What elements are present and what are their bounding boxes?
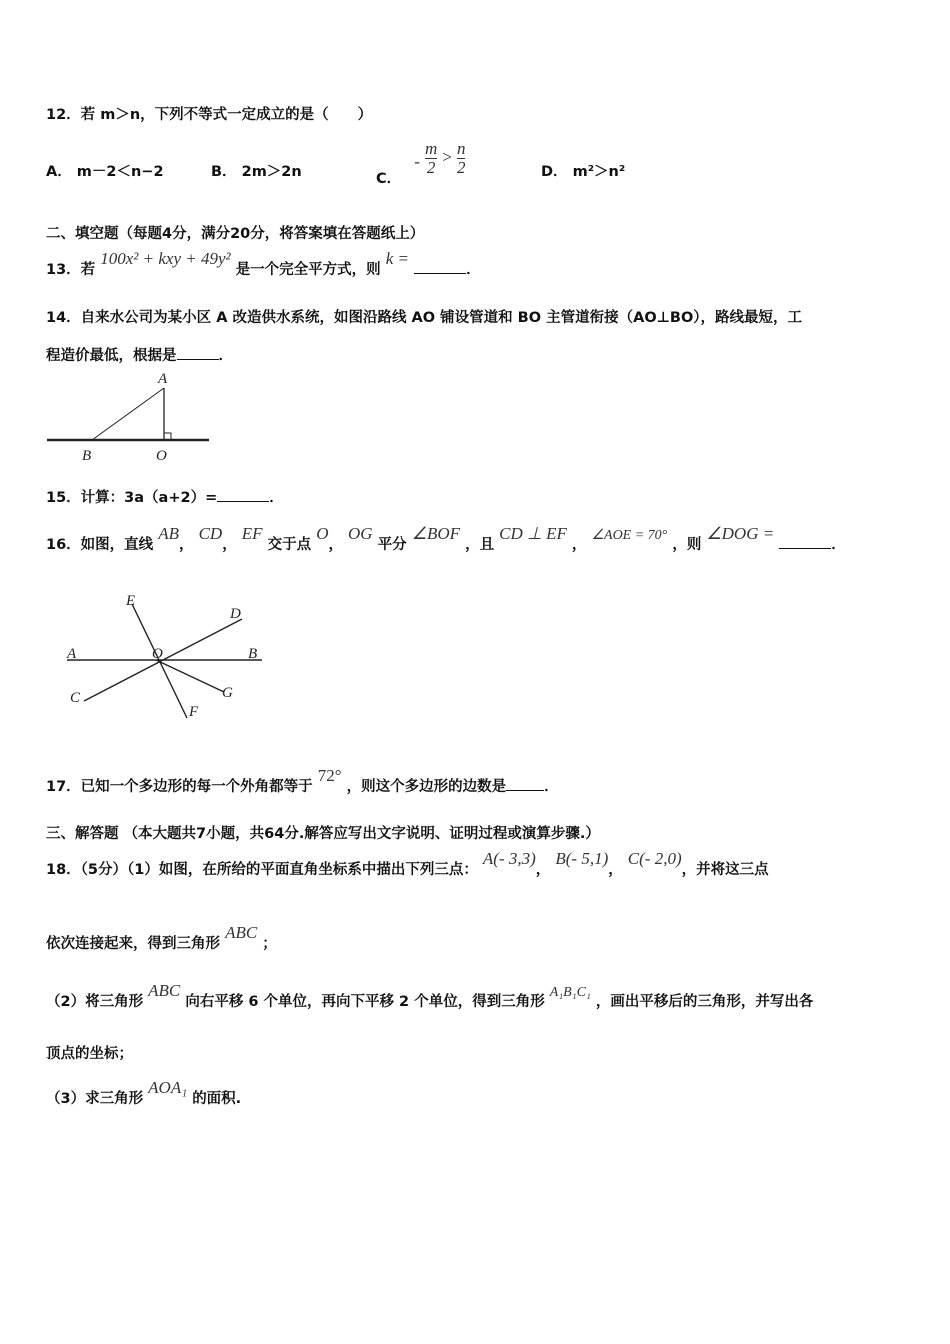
q16-aoe: ∠AOE = 70° [591, 528, 668, 543]
q12-option-b: B． 2m＞2n [211, 164, 302, 180]
q14-label-b: B [82, 448, 92, 464]
q16-suffix: ． [831, 537, 846, 553]
q18-sep-1: ， [535, 862, 551, 878]
frac2-den: 2 [456, 158, 466, 177]
q16-perp: CD ⊥ EF [499, 524, 567, 543]
q16-sep-4: ， [571, 537, 587, 553]
q16-cd: CD [198, 524, 223, 543]
q18-point-b: B(- 5,1) [555, 849, 609, 868]
q18-line2-prefix: 依次连接起来，得到三角形 [46, 936, 220, 952]
q13-answer-blank[interactable] [414, 261, 466, 274]
q16-og: OG [348, 524, 373, 543]
q16-t1: 交于点 [267, 537, 312, 553]
q16-prefix: 16．如图，直线 [46, 537, 154, 553]
q16-label-o: O [152, 646, 163, 662]
q16-answer-blank[interactable] [779, 536, 831, 549]
q16-figure [62, 590, 272, 725]
q16-ab: AB [158, 524, 180, 543]
q16-dog: ∠DOG = [706, 524, 775, 543]
q15 [46, 486, 910, 507]
q12-option-c-label: C． [376, 170, 402, 187]
q16-label-b: B [248, 646, 258, 662]
q17-middle: ，则这个多边形的边数是 [346, 779, 507, 795]
q15-text: 15．计算：3a（a+2）= [46, 490, 218, 506]
q12-option-c-gt: > [442, 147, 452, 167]
q12-option-c-minus: - [414, 151, 420, 171]
q14-line2-text: 程造价最低，根据是 [46, 348, 177, 364]
q17-prefix: 17．已知一个多边形的每一个外角都等于 [46, 779, 313, 795]
q16-label-c: C [70, 690, 81, 706]
q18-p3-tail: 的面积. [192, 1091, 242, 1107]
q17 [46, 766, 910, 796]
q18-line1 [46, 849, 910, 879]
section2-heading: 二、填空题（每题4分，满分20分，将答案填在答题纸上） [46, 226, 425, 242]
q18-p2-mid: 向右平移 6 个单位，再向下平移 2 个单位，得到三角形 [185, 994, 545, 1010]
q12-options [46, 139, 910, 190]
q18-p2-prefix: （2）将三角形 [46, 994, 144, 1010]
q12-option-a: A． m－2＜n−2 [46, 164, 164, 180]
q16-label-a: A [67, 646, 77, 662]
q16-o: O [316, 524, 329, 543]
q14-line1: 14．自来水公司为某小区 A 改造供水系统，如图沿路线 AO 铺设管道和 BO 主管道衔接（AO⊥BO），路线最短，工 [46, 310, 803, 326]
q16-bof: ∠BOF [411, 524, 461, 543]
q18-point-a: A(- 3,3) [482, 849, 536, 868]
q18-p2-abc: ABC [148, 981, 181, 1000]
q14-suffix: ． [218, 348, 233, 364]
q16-label-f: F [189, 704, 199, 720]
q18-part3 [46, 1078, 910, 1108]
q16-sep-3: ， [328, 537, 343, 553]
q18-p3-prefix: （3）求三角形 [46, 1091, 144, 1107]
q16-sep-2: ， [222, 537, 237, 553]
section3-heading: 三、解答题 （本大题共7小题，共64分.解答应写出文字说明、证明过程或演算步骤.） [46, 826, 600, 842]
q18-tail: ，并将这三点 [681, 862, 769, 878]
q12-option-c-frac1 [425, 140, 437, 177]
q16-t3: ，且 [465, 537, 495, 553]
q13-suffix: ． [466, 262, 481, 278]
q18-p2-tail: ，画出平移后的三角形，并写出各 [595, 994, 814, 1010]
q13 [46, 249, 910, 279]
q14-line-ab [92, 388, 164, 440]
q17-angle: 72° [317, 766, 342, 785]
q12-option-c [376, 139, 466, 187]
q18-line2 [46, 923, 910, 953]
q15-suffix: ． [269, 490, 284, 506]
q13-middle: 是一个完全平方式，则 [235, 262, 381, 278]
q14-label-a: A [158, 371, 168, 387]
q12-option-c-frac2 [457, 140, 466, 177]
q14-label-o: O [156, 448, 167, 464]
q12-option-d: D． m²＞n² [541, 164, 626, 180]
q13-k: k = [385, 249, 410, 268]
q18-semi: ； [262, 936, 277, 952]
q16-label-d: D [230, 606, 241, 622]
frac1-den: 2 [426, 158, 436, 177]
q18-part2 [46, 981, 910, 1011]
q18-abc: ABC [225, 923, 258, 942]
frac1-num: m [424, 139, 438, 158]
q18-prefix: 18．（5分）（1）如图，在所给的平面直角坐标系中描出下列三点： [46, 862, 478, 878]
q13-prefix: 13．若 [46, 262, 96, 278]
q16-ef: EF [241, 524, 263, 543]
q18-aoa1: AOA₁ [148, 1078, 188, 1097]
q12-stem: 12．若 m＞n，下列不等式一定成立的是（ ） [46, 107, 373, 123]
frac2-num: n [456, 139, 466, 158]
q14-figure [44, 370, 214, 470]
q16-sep-1: ， [179, 537, 194, 553]
q18-sep-2: ， [608, 862, 623, 878]
q16 [46, 524, 910, 554]
q14-line2 [46, 344, 910, 365]
q18-a1b1c1: A₁B₁C₁ [549, 985, 591, 1000]
q17-answer-blank[interactable] [506, 778, 544, 791]
q16-t4: ，则 [672, 537, 702, 553]
q18-point-c: C(- 2,0) [627, 849, 682, 868]
q13-expression: 100x² + kxy + 49y² [100, 249, 231, 268]
q18-part2-line2: 顶点的坐标； [46, 1046, 133, 1062]
q16-label-e: E [126, 593, 136, 609]
q14-answer-blank[interactable] [177, 347, 219, 360]
q15-answer-blank[interactable] [217, 489, 269, 502]
q16-t2: 平分 [377, 537, 407, 553]
q16-label-g: G [222, 685, 233, 701]
q17-suffix: ． [544, 779, 559, 795]
